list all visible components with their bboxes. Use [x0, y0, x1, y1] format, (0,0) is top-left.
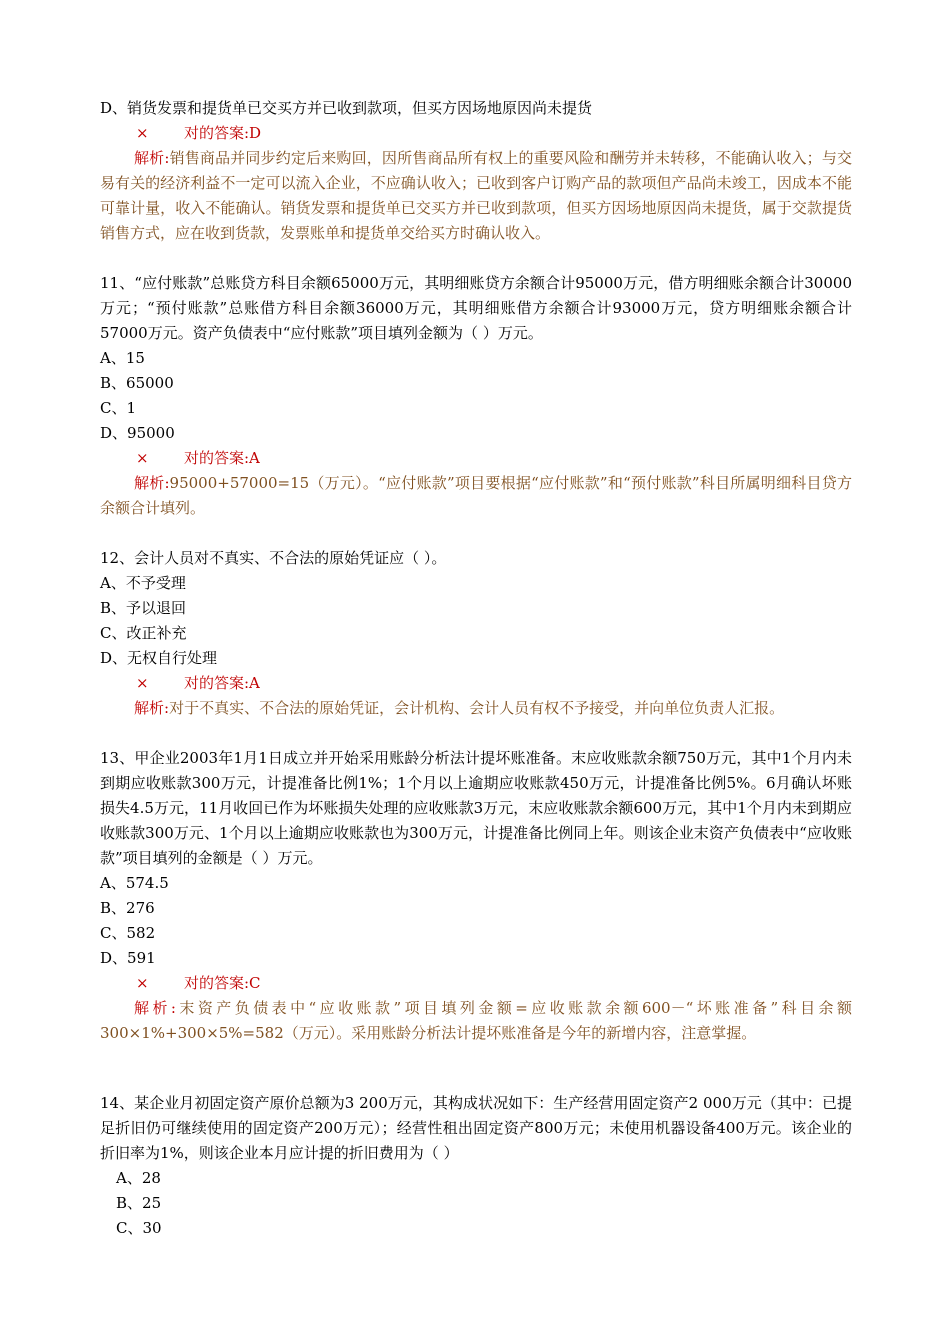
q11-option-b: B、65000 [100, 374, 174, 392]
q12-explanation-label: 解析: [134, 699, 170, 717]
q13-explanation-label: 解析: [134, 999, 176, 1017]
spacer [100, 521, 852, 546]
q12-answer-row [100, 671, 852, 696]
q14-option-c: C、30 [116, 1219, 162, 1237]
document-page [100, 96, 852, 1241]
q12-answer: 对的答案:A [184, 674, 260, 692]
q12-stem: 12、会计人员对不真实、不合法的原始凭证应（ ）。 [100, 549, 447, 567]
q11-option-d: D、95000 [100, 424, 175, 442]
q13-explanation-text: 末资产负债表中“应收账款”项目填列金额=应收账款余额600－“坏账准备”科目余额300×1%+300×5%=582（万元）。采用账龄分析法计提坏账准备是今年的新增内容，注意掌握。 [100, 999, 852, 1042]
q12-option-b: B、予以退回 [100, 599, 187, 617]
q13-option-b: B、276 [100, 899, 155, 917]
spacer [100, 1046, 852, 1091]
q11-option-c: C、1 [100, 399, 137, 417]
q12-option-a: A、不予受理 [100, 574, 186, 592]
q14-option-b: B、25 [116, 1194, 162, 1212]
q10-explanation-text: 销售商品并同步约定后来购回，因所售商品所有权上的重要风险和酬劳并未转移，不能确认收入；与交易有关的经济利益不一定可以流入企业，不应确认收入；已收到客户订购产品的款项但产品尚未竣工，因成本不能可靠计量，收入不能确认。销货发票和提货单已交买方并已收到款项，但买方因场地原因尚未提货，属于交款提货销售方式，应在收到货款，发票账单和提货单交给买方时确认收入。 [100, 149, 852, 242]
q13-answer: 对的答案:C [184, 974, 261, 992]
q13-stem: 13、甲企业2003年1月1日成立并开始采用账龄分析法计提坏账准备。末应收账款余额750万元，其中1个月内未到期应收账款300万元，计提准备比例1%；1个月以上逾期应收账款450万元，计提准备比例5%。6月确认坏账损失4.5万元，11月收回已作为坏账损失处理的应收账款3万元，末应收账款余额600万元，其中1个月内未到期应收账款300万元、1个月以上逾期应收账款也为300万元，计提准备比例同上年。则该企业末资产负债表中“应收账款”项目填列的金额是（ ）万元。 [100, 749, 852, 867]
q10-answer: 对的答案:D [184, 124, 262, 142]
q11-explanation [100, 471, 852, 521]
wrong-mark-icon: × [136, 674, 149, 692]
q12-option-c: C、改正补充 [100, 624, 187, 642]
q10-explanation-label: 解析: [134, 149, 170, 167]
q11-stem: 11、“应付账款”总账贷方科目余额65000万元，其明细账贷方余额合计95000万元，借方明细账余额合计30000万元；“预付账款”总账借方科目余额36000万元，其明细账借方余额合计93000万元，贷方明细账余额合计57000万元。资产负债表中“应付账款”项目填列金额为（ ）万元。 [100, 274, 852, 342]
q10-explanation [100, 146, 852, 246]
q14-option-a: A、28 [116, 1169, 161, 1187]
q14-stem: 14、某企业月初固定资产原价总额为3 200万元，其构成状况如下：生产经营用固定资产2 000万元（其中：已提足折旧仍可继续使用的固定资产200万元）；经营性租出固定资产800万元；未使用机器设备400万元。该企业的折旧率为1%，则该企业本月应计提的折旧费用为（ ） [100, 1094, 852, 1162]
q10-option-d: D、销货发票和提货单已交买方并已收到款项，但买方因场地原因尚未提货 [100, 99, 593, 117]
wrong-mark-icon: × [136, 124, 149, 142]
q10-answer-row [100, 121, 852, 146]
q13-answer-row [100, 971, 852, 996]
spacer [100, 721, 852, 746]
wrong-mark-icon: × [136, 449, 149, 467]
q13-option-c: C、582 [100, 924, 156, 942]
q12-explanation-text: 对于不真实、不合法的原始凭证，会计机构、会计人员有权不予接受，并向单位负责人汇报。 [169, 699, 785, 717]
q11-answer: 对的答案:A [184, 449, 260, 467]
spacer [100, 246, 852, 271]
q11-explanation-text: 95000+57000=15（万元）。“应付账款”项目要根据“应付账款”和“预付账款”科目所属明细科目贷方余额合计填列。 [100, 474, 852, 517]
q11-answer-row [100, 446, 852, 471]
q12-explanation [100, 696, 852, 721]
q13-explanation [100, 996, 852, 1046]
q11-explanation-label: 解析: [134, 474, 170, 492]
q11-option-a: A、15 [100, 349, 145, 367]
q13-option-d: D、591 [100, 949, 156, 967]
q13-option-a: A、574.5 [100, 874, 169, 892]
q12-option-d: D、无权自行处理 [100, 649, 218, 667]
wrong-mark-icon: × [136, 974, 149, 992]
